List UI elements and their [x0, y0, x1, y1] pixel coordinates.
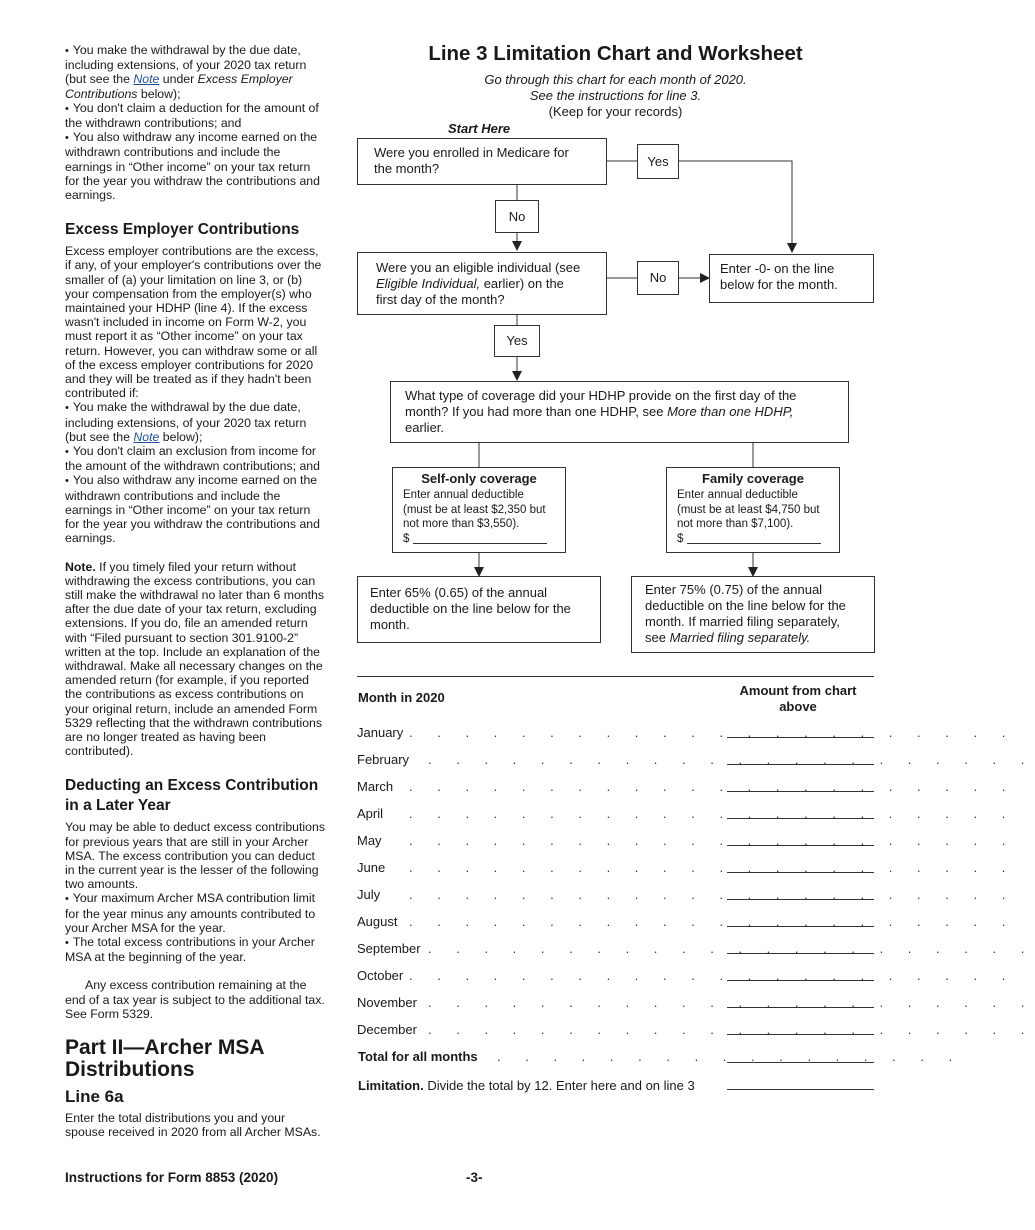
self-only-result-box: Enter 65% (0.65) of the annual deductible on the line below for the month.	[357, 576, 601, 643]
worksheet-rule	[357, 676, 874, 677]
month-amount-line[interactable]	[727, 1034, 874, 1035]
total-dots: . . . . . . . . . . . . . . . . .	[497, 1049, 963, 1064]
bullet-icon: •	[65, 402, 69, 415]
self-only-coverage-box: Self-only coverage Enter annual deductible (must be at least $2,350 but not more than $3,550). $	[392, 467, 566, 553]
month-amount-line[interactable]	[727, 845, 874, 846]
leader-dots: . . . . . . . . . . . . . . . . . . . . . .	[409, 833, 1016, 848]
month-amount-line[interactable]	[727, 764, 874, 765]
month-label: June	[357, 860, 386, 875]
bullet-top-2: • You also withdraw any income earned on the withdrawn contributions and include the earnings in “Other income” on your tax return for the year you withdraw the contributions and earnings.	[65, 130, 320, 203]
leader-dots: . . . . . . . . . . . . . . . . . . . . . .	[409, 860, 1016, 875]
bullet-icon: •	[65, 102, 69, 115]
leader-dots: . . . . . . . . . . . . . . . . . . . . . .	[428, 995, 1035, 1010]
family-coverage-box: Family coverage Enter annual deductible (must be at least $4,750 but not more than $7,100). $	[666, 467, 840, 553]
bullet-top-0: • You make the withdrawal by the due date, including extensions, of your 2020 tax return (but see the Note under Excess Employer Contributions below);	[65, 43, 307, 101]
month-amount-line[interactable]	[727, 737, 874, 738]
start-here-label: Start Here	[448, 121, 511, 136]
bullet-later-1: • The total excess contributions in your Archer MSA at the beginning of the year.	[65, 934, 315, 965]
month-label: August	[357, 914, 398, 929]
col-header-month: Month in 2020	[358, 690, 445, 705]
month-amount-line[interactable]	[727, 818, 874, 819]
bullet-excess-2: • You also withdraw any income earned on the withdrawn contributions and include the earnings in “Other income” on your tax return for the year you withdraw the contributions and earnings.	[65, 473, 320, 546]
month-amount-line[interactable]	[727, 899, 874, 900]
month-label: March	[357, 779, 394, 794]
bullet-icon: •	[65, 132, 69, 145]
bullet-icon: •	[65, 893, 69, 906]
family-deductible-field[interactable]	[687, 543, 821, 544]
yes-label-2: Yes	[494, 325, 540, 357]
later-paragraph: You may be able to deduct excess contributions for previous years that are still in your Archer MSA. The excess contribution you can deduct in the current year is the lesser of the following two amounts.	[65, 820, 325, 892]
total-line[interactable]	[727, 1062, 874, 1063]
month-label: January	[357, 725, 404, 740]
coverage-question-box: What type of coverage did your HDHP provide on the first day of the month? If you had more than one HDHP, see More than one HDHP, earlier.	[390, 381, 849, 443]
bullet-icon: •	[65, 475, 69, 488]
part-heading: Part II—Archer MSA Distributions	[65, 1035, 264, 1081]
line6a-heading: Line 6a	[65, 1086, 124, 1106]
month-amount-line[interactable]	[727, 953, 874, 954]
self-only-title: Self-only coverage	[421, 471, 537, 486]
bullet-icon: •	[65, 45, 69, 57]
bullet-icon: •	[65, 936, 69, 949]
chart-title: Line 3 Limitation Chart and Worksheet	[428, 42, 803, 65]
footer-form-title: Instructions for Form 8853 (2020)	[65, 1170, 279, 1185]
month-label: December	[357, 1022, 417, 1037]
leader-dots: . . . . . . . . . . . . . . . . . . . . . .	[428, 941, 1035, 956]
no-label-2: No	[637, 261, 679, 295]
excess-paragraph: Excess employer contributions are the excess, if any, of your employer's contributions over the smaller of (a) your limitation on line 3, or (b) your compensation from the employer(s) who maintained your HDHP (line 4). If the excess wasn't included in income on Form W-2, you must report it as “Other income” on your tax return. However, you can withdraw some or all of the excess employer contributions for 2020 and they will be treated as if they hadn't been contributed if:	[65, 244, 322, 401]
month-label: May	[357, 833, 382, 848]
chart-subtitle-2: See the instructions for line 3.	[529, 88, 702, 103]
month-amount-line[interactable]	[727, 980, 874, 981]
self-only-deductible-field[interactable]	[413, 543, 547, 544]
question-medicare-box: Were you enrolled in Medicare for the month?	[357, 138, 607, 185]
chart-subtitle-3: (Keep for your records)	[548, 104, 683, 119]
note-link[interactable]: Note	[133, 429, 160, 444]
month-label: February	[357, 752, 410, 767]
bullet-later-0: • Your maximum Archer MSA contribution limit for the year minus any amounts contributed to your Archer MSA for the year.	[65, 891, 316, 935]
excess-heading: Excess Employer Contributions	[65, 221, 300, 239]
leader-dots: . . . . . . . . . . . . . . . . . . . . . .	[409, 887, 1016, 902]
leader-dots: . . . . . . . . . . . . . . . . . . . . . .	[409, 968, 1016, 983]
later-heading: Deducting an Excess Contribution in a Later Year	[65, 777, 319, 815]
bullet-excess-0: • You make the withdrawal by the due date, including extensions, of your 2020 tax return (but see the Note below);	[65, 400, 307, 444]
note-link[interactable]: Note	[133, 72, 160, 87]
total-label: Total for all months	[358, 1049, 478, 1064]
leader-dots: . . . . . . . . . . . . . . . . . . . . . .	[409, 914, 1016, 929]
col-header-amount: Amount from chart above	[739, 683, 857, 714]
leader-dots: . . . . . . . . . . . . . . . . . . . . . .	[428, 1022, 1035, 1037]
month-label: September	[357, 941, 421, 956]
leader-dots: . . . . . . . . . . . . . . . . . . . . . .	[428, 752, 1035, 767]
remaining-paragraph: Any excess contribution remaining at the end of a tax year is subject to the additional tax. See Form 5329.	[65, 978, 325, 1021]
leader-dots: . . . . . . . . . . . . . . . . . . . . . .	[409, 779, 1016, 794]
month-label: April	[357, 806, 384, 821]
question-eligible-box: Were you an eligible individual (see Eligible Individual, earlier) on the first day of the month?	[357, 252, 607, 315]
self-only-text: Enter annual deductible (must be at least $2,350 but not more than $3,550).	[403, 489, 546, 530]
page-number: -3-	[466, 1170, 483, 1185]
bullet-icon: •	[65, 446, 69, 459]
bullet-top-1: • You don't claim a deduction for the amount of the withdrawn contributions; and	[65, 100, 319, 131]
note-paragraph: Note. If you timely filed your return without withdrawing the excess contributions, you can still make the withdrawal no later than 6 months after the due date of your tax return, excluding extensions. If you do, file an amended return with “Filed pursuant to section 301.9100-2” written at the top. Include an explanation of the withdrawal. Make all necessary changes on the amended return (for example, if you reported the contributions as excess contributions on your original return, include an amended Form 5329 reflecting that the withdrawn contributions are no longer treated as having been contributed).	[65, 559, 325, 759]
month-amount-line[interactable]	[727, 872, 874, 873]
enter-zero-box: Enter -0- on the line below for the month.	[709, 254, 874, 303]
leader-dots: . . . . . . . . . . . . . . . . . . . . . .	[409, 725, 1016, 740]
family-title: Family coverage	[702, 471, 804, 486]
bullet-excess-1: • You don't claim an exclusion from income for the amount of the withdrawn contributions; and	[65, 444, 320, 474]
month-label: October	[357, 968, 404, 983]
limitation-row: Limitation. Divide the total by 12. Enter here and on line 3	[358, 1078, 695, 1093]
chart-subtitle-1: Go through this chart for each month of 2020.	[484, 72, 747, 87]
family-result-box: Enter 75% (0.75) of the annual deductible on the line below for the month. If married filing separately, see Married filing separately.	[631, 576, 875, 653]
line6a-text: Enter the total distributions you and your spouse received in 2020 from all Archer MSAs.	[65, 1110, 321, 1140]
yes-label-1: Yes	[637, 144, 679, 179]
month-amount-line[interactable]	[727, 1007, 874, 1008]
month-amount-line[interactable]	[727, 791, 874, 792]
leader-dots: . . . . . . . . . . . . . . . . . . . . . .	[409, 806, 1016, 821]
month-amount-line[interactable]	[727, 926, 874, 927]
limitation-line[interactable]	[727, 1089, 874, 1090]
no-label-1: No	[495, 200, 539, 233]
month-label: July	[357, 887, 381, 902]
month-label: November	[357, 995, 417, 1010]
family-text: Enter annual deductible (must be at least $4,750 but not more than $7,100).	[677, 489, 820, 530]
